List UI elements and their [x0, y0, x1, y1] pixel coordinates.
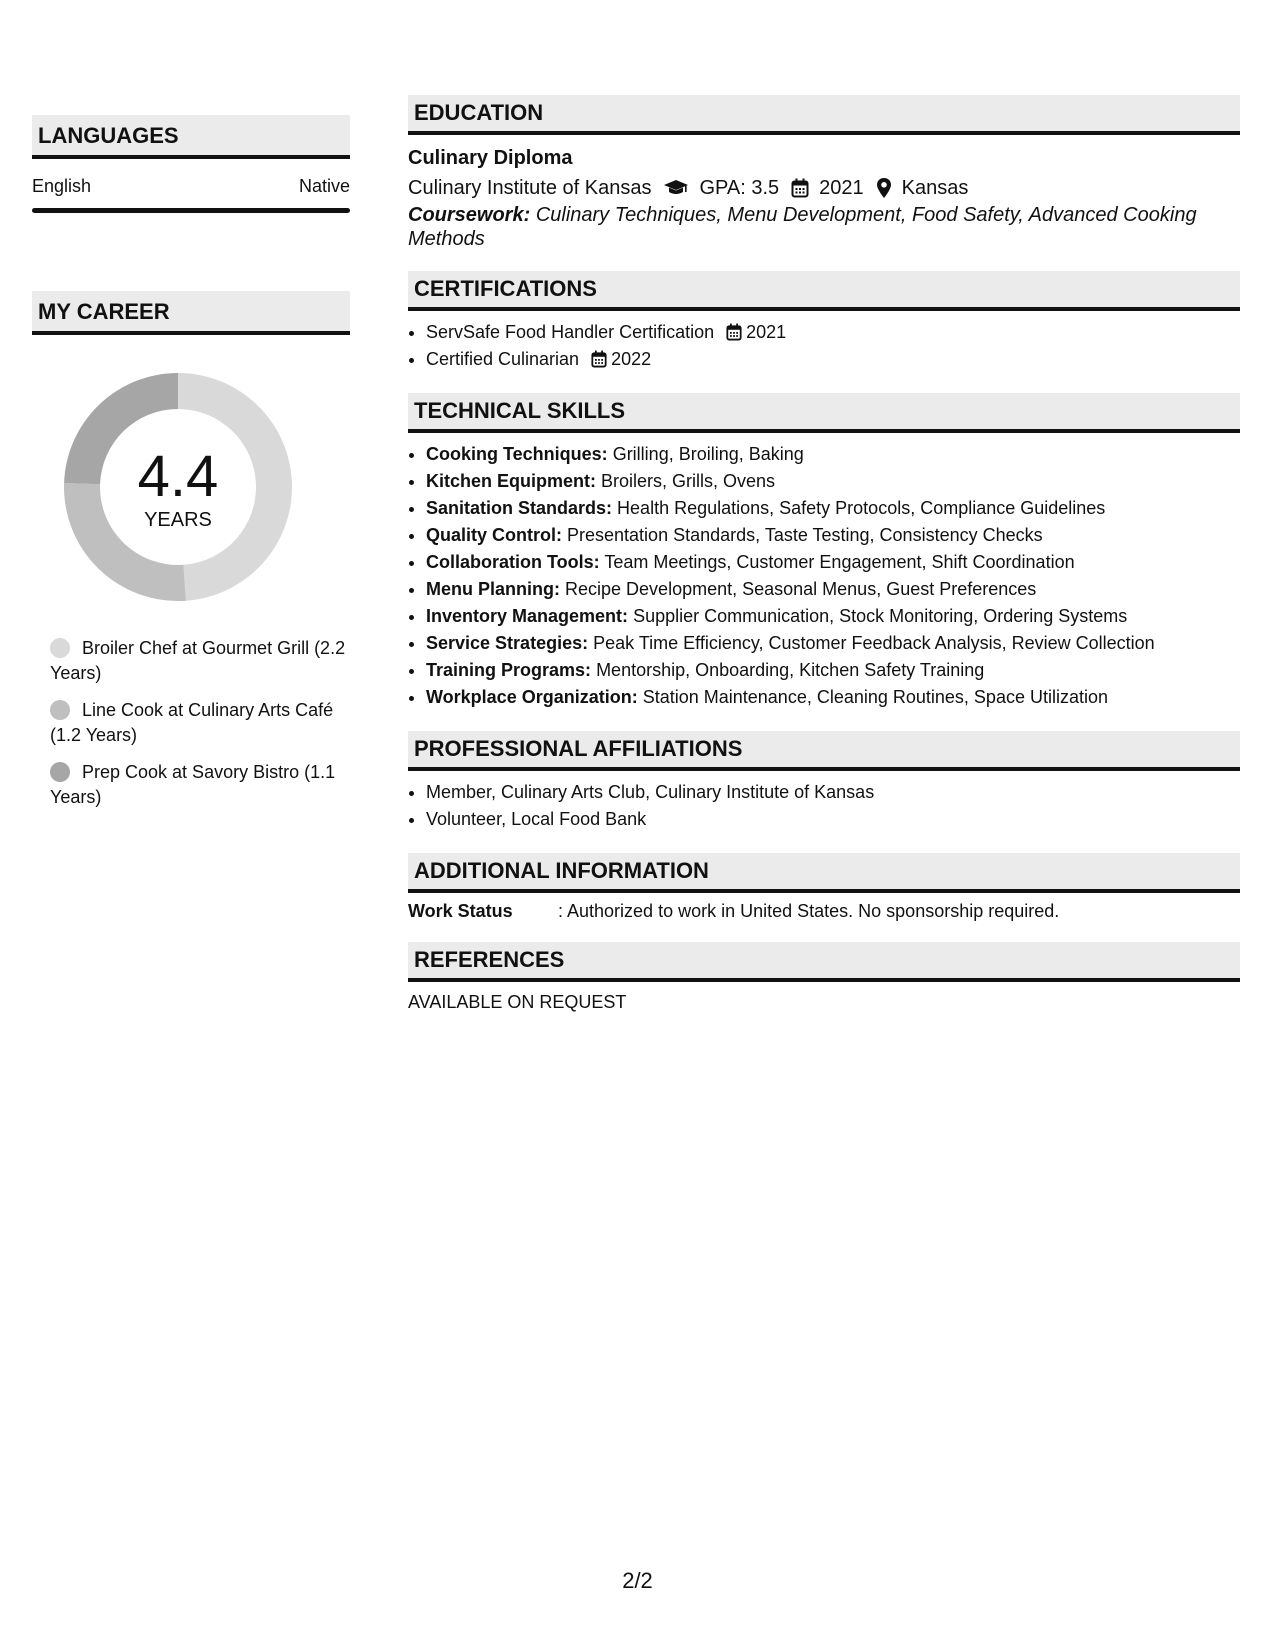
skill-value: Station Maintenance, Cleaning Routines, Space Utilization: [642, 687, 1108, 707]
skill-label: Kitchen Equipment:: [426, 471, 596, 491]
skill-label: Collaboration Tools:: [426, 552, 600, 572]
affiliation-item: • Member, Culinary Arts Club, Culinary Institute of Kansas: [426, 779, 1240, 806]
education-gpa: GPA: 3.5: [699, 177, 780, 199]
legend-dot-icon: [50, 700, 70, 720]
language-level: Native: [298, 176, 350, 196]
career-item-label: Line Cook at Culinary Arts Café (1.2 Years): [50, 700, 334, 745]
language-level-bar: [32, 208, 350, 213]
skill-item: [426, 576, 1240, 603]
education-school: Culinary Institute of Kansas: [408, 177, 652, 199]
language-row: [32, 176, 350, 197]
career-item-label: Prep Cook at Savory Bistro (1.1 Years): [50, 762, 336, 807]
work-status-row: [408, 901, 1240, 922]
skill-label: Sanitation Standards:: [426, 498, 613, 518]
skill-item: [426, 549, 1240, 576]
legend-dot-icon: [50, 762, 70, 782]
career-donut-chart: [64, 373, 292, 601]
additional-heading: ADDITIONAL INFORMATION: [408, 853, 1240, 893]
calendar-icon: [591, 350, 607, 368]
additional-section: [408, 853, 1240, 922]
career-list: [50, 636, 350, 822]
career-item: [50, 698, 350, 748]
affiliations-list: [408, 779, 1240, 833]
skill-value: Broilers, Grills, Ovens: [601, 471, 776, 491]
career-item-label: Broiler Chef at Gourmet Grill (2.2 Years): [50, 638, 346, 683]
skill-label: Menu Planning:: [426, 579, 560, 599]
coursework-value: Culinary Techniques, Menu Development, Food Safety, Advanced Cooking Methods: [408, 204, 1197, 250]
education-year: 2021: [819, 177, 864, 199]
skill-item: [426, 441, 1240, 468]
certification-year: 2021: [746, 322, 787, 342]
references-text: AVAILABLE ON REQUEST: [408, 992, 627, 1012]
skill-item: [426, 495, 1240, 522]
skill-item: [426, 684, 1240, 711]
skills-heading: TECHNICAL SKILLS: [408, 393, 1240, 433]
affiliations-section: [408, 731, 1240, 833]
skill-item: [426, 522, 1240, 549]
page-number: 2/2: [622, 1568, 653, 1593]
calendar-icon: [726, 323, 742, 341]
certifications-list: [408, 319, 1240, 373]
skill-value: Mentorship, Onboarding, Kitchen Safety Training: [596, 660, 985, 680]
certification-name: Certified Culinarian: [426, 349, 580, 369]
references-section: [408, 942, 1240, 1013]
coursework-label: Coursework:: [408, 204, 531, 226]
certifications-heading: CERTIFICATIONS: [408, 271, 1240, 311]
skill-item: [426, 630, 1240, 657]
career-total-years: 4.4: [137, 444, 219, 509]
work-status-value: : Authorized to work in United States. No sponsorship required.: [558, 901, 1060, 921]
skill-label: Inventory Management:: [426, 606, 629, 626]
skill-value: Grilling, Broiling, Baking: [612, 444, 804, 464]
languages-heading: LANGUAGES: [32, 115, 350, 159]
calendar-icon: [791, 178, 809, 198]
skill-value: Peak Time Efficiency, Customer Feedback Analysis, Review Collection: [593, 633, 1155, 653]
skills-list: [408, 441, 1240, 711]
career-total-unit: YEARS: [144, 509, 212, 531]
education-coursework: [408, 203, 1240, 251]
location-pin-icon: [876, 177, 892, 199]
education-meta: [408, 173, 1240, 203]
skill-value: Team Meetings, Customer Engagement, Shift Coordination: [604, 552, 1075, 572]
skill-value: Presentation Standards, Taste Testing, Consistency Checks: [567, 525, 1043, 545]
education-degree: Culinary Diploma: [408, 147, 573, 169]
skill-label: Cooking Techniques:: [426, 444, 608, 464]
career-heading: MY CAREER: [32, 291, 350, 335]
affiliation-item: • Volunteer, Local Food Bank: [426, 806, 1240, 833]
skills-section: [408, 393, 1240, 711]
education-section: [408, 95, 1240, 251]
skill-item: [426, 468, 1240, 495]
skill-value: Supplier Communication, Stock Monitoring, Ordering Systems: [633, 606, 1128, 626]
main-content: [408, 95, 1240, 1033]
skill-item: [426, 657, 1240, 684]
skill-label: Quality Control:: [426, 525, 562, 545]
skill-label: Workplace Organization:: [426, 687, 638, 707]
graduation-cap-icon: [663, 178, 689, 198]
skill-label: Training Programs:: [426, 660, 592, 680]
certification-item: [426, 319, 1240, 346]
certifications-section: [408, 271, 1240, 373]
references-heading: REFERENCES: [408, 942, 1240, 982]
education-heading: EDUCATION: [408, 95, 1240, 135]
certification-year: 2022: [611, 349, 652, 369]
work-status-label: Work Status: [408, 901, 513, 921]
skill-label: Service Strategies:: [426, 633, 589, 653]
language-name: English: [32, 176, 92, 196]
skill-value: Recipe Development, Seasonal Menus, Guest Preferences: [565, 579, 1037, 599]
career-item: [50, 760, 350, 810]
skill-item: [426, 603, 1240, 630]
certification-name: ServSafe Food Handler Certification: [426, 322, 715, 342]
education-location: Kansas: [901, 177, 969, 199]
career-item: [50, 636, 350, 686]
certification-item: [426, 346, 1240, 373]
affiliations-heading: PROFESSIONAL AFFILIATIONS: [408, 731, 1240, 771]
legend-dot-icon: [50, 638, 70, 658]
skill-value: Health Regulations, Safety Protocols, Compliance Guidelines: [617, 498, 1106, 518]
